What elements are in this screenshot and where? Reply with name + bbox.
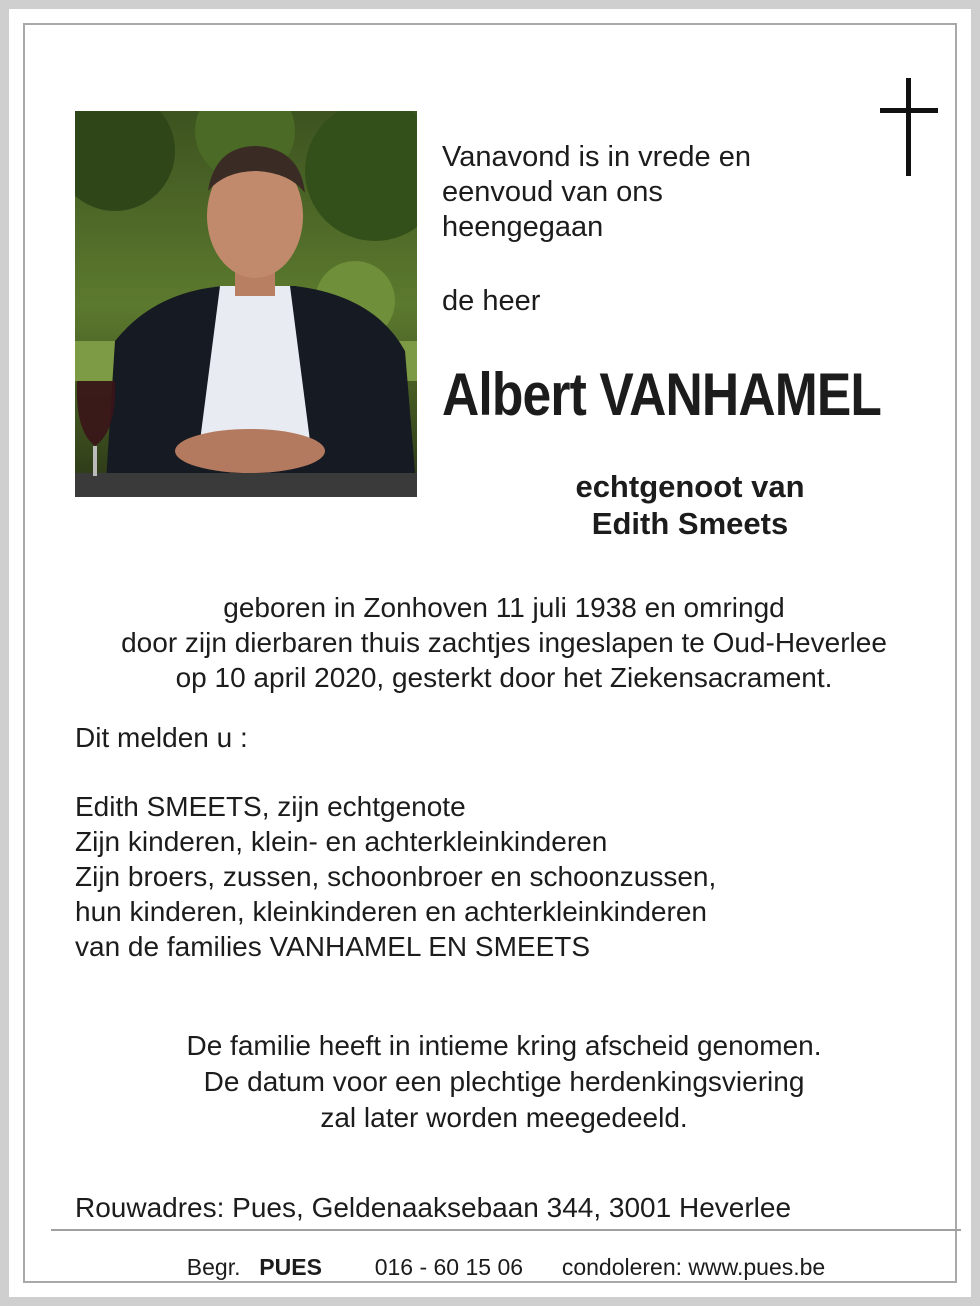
- intro-line: eenvoud van ons: [442, 176, 663, 208]
- family-line: Zijn broers, zussen, schoonbroer en schoonzussen,: [75, 861, 717, 892]
- details-line: op 10 april 2020, gesterkt door het Ziekensacrament.: [175, 662, 833, 693]
- footer: [51, 1253, 961, 1281]
- funeral-phone: 016 - 60 15 06: [374, 1254, 524, 1280]
- footer-divider: [51, 1229, 961, 1231]
- details-line: door zijn dierbaren thuis zachtjes ingeslapen te Oud-Heverlee: [121, 627, 887, 658]
- details-line: geboren in Zonhoven 11 juli 1938 en omringd: [223, 592, 785, 623]
- obituary-card: [9, 9, 971, 1297]
- honorific: de heer: [442, 285, 541, 317]
- funeral-company: PUES: [259, 1254, 322, 1280]
- intro-line: heengegaan: [442, 211, 604, 243]
- family-line: van de families VANHAMEL EN SMEETS: [75, 931, 591, 962]
- portrait-photo: [75, 111, 417, 497]
- spouse-line: Edith Smeets: [591, 506, 789, 541]
- closing-line: De datum voor een plechtige herdenkingsviering: [203, 1066, 805, 1097]
- mourning-address: Rouwadres: Pues, Geldenaaksebaan 344, 3001 Heverlee: [75, 1192, 792, 1223]
- cross-icon: [880, 78, 938, 176]
- family-line: Zijn kinderen, klein- en achterkleinkinderen: [75, 826, 608, 857]
- spouse-info: [430, 468, 950, 542]
- intro-line: Vanavond is in vrede en: [442, 141, 752, 173]
- obituary-frame: [23, 23, 957, 1283]
- closing-line: zal later worden meegedeeld.: [320, 1102, 688, 1133]
- condolence-link[interactable]: condoleren: www.pues.be: [561, 1254, 826, 1280]
- family-list: [75, 789, 716, 964]
- family-line: Edith SMEETS, zijn echtgenote: [75, 791, 466, 822]
- family-line: hun kinderen, kleinkinderen en achterkleinkinderen: [75, 896, 707, 927]
- deceased-name: Albert VANHAMEL: [442, 361, 882, 428]
- closing-notice: [49, 1028, 959, 1136]
- birth-death-details: [49, 590, 959, 695]
- footer-prefix: Begr.: [186, 1254, 241, 1280]
- intro-text: [442, 140, 862, 245]
- closing-line: De familie heeft in intieme kring afscheid genomen.: [186, 1030, 822, 1061]
- announced-by: Dit melden u :: [75, 722, 248, 753]
- spouse-line: echtgenoot van: [575, 469, 805, 504]
